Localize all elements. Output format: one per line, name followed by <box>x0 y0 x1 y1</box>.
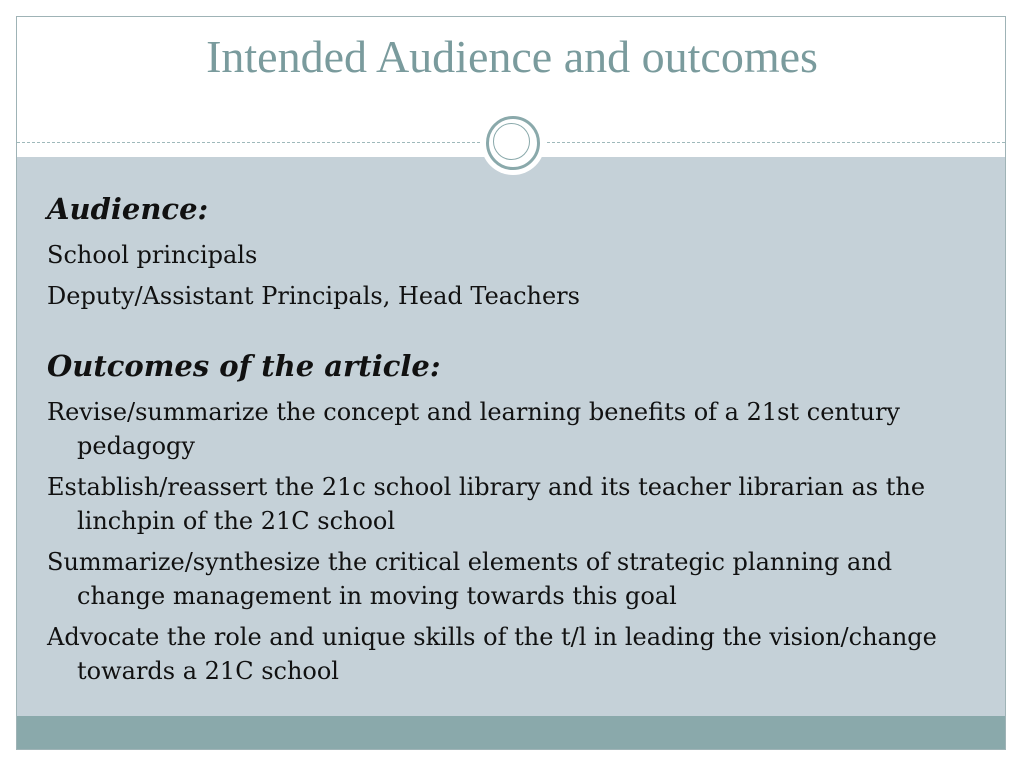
slide-body <box>47 190 987 695</box>
outcome-item: Revise/summarize the concept and learning benefits of a 21st century pedagogy <box>47 398 900 460</box>
audience-heading: Audience: <box>47 192 209 226</box>
audience-item: School principals <box>47 241 258 269</box>
outcomes-heading: Outcomes of the article: <box>47 349 441 383</box>
decorative-inner-circle-icon <box>493 123 530 160</box>
footer-band <box>17 716 1005 749</box>
slide-title: Intended Audience and outcomes <box>206 31 818 82</box>
audience-item: Deputy/Assistant Principals, Head Teachers <box>47 282 580 310</box>
outcome-item: Summarize/synthesize the critical elements of strategic planning and change management in moving towards this goal <box>47 548 893 610</box>
outcome-item: Advocate the role and unique skills of the t/l in leading the vision/change towards a 21C school <box>47 623 937 685</box>
outcome-item: Establish/reassert the 21c school library and its teacher librarian as the linchpin of the 21C school <box>47 473 926 535</box>
